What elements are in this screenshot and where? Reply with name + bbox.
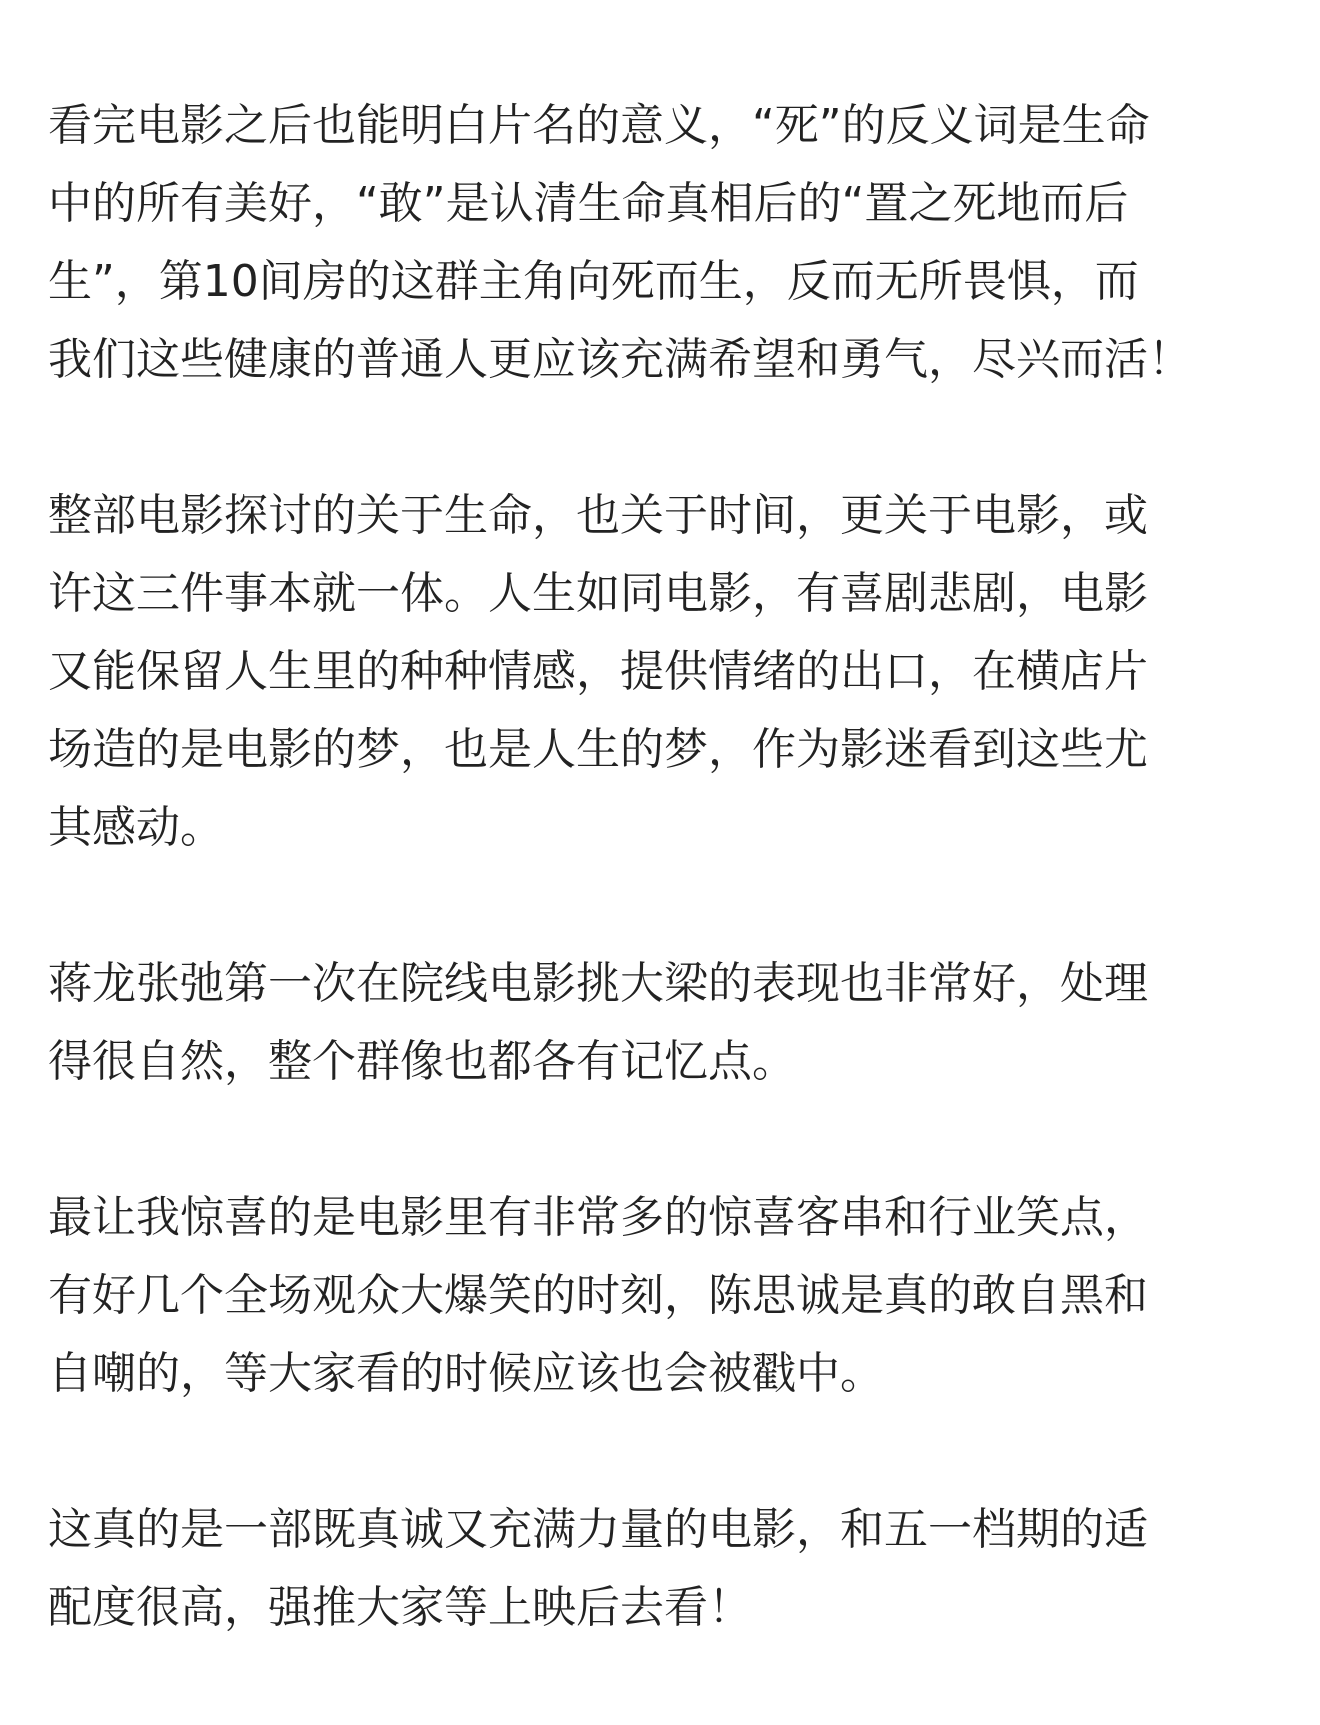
text-line: 生”，第10间房的这群主角向死而生，反而无所畏惧，而 [48, 256, 1139, 307]
text-line: 其感动。 [48, 802, 224, 853]
text-line: 这真的是一部既真诚又充满力量的电影，和五一档期的适 [48, 1504, 1148, 1555]
text-line: 有好几个全场观众大爆笑的时刻，陈思诚是真的敢自黑和 [48, 1270, 1148, 1321]
text-line: 自嘲的，等大家看的时候应该也会被戳中。 [48, 1348, 884, 1399]
text-line: 我们这些健康的普通人更应该充满希望和勇气，尽兴而活！ [48, 334, 1192, 385]
text-line: 看完电影之后也能明白片名的意义，“死”的反义词是生命 [48, 100, 1150, 151]
text-line: 最让我惊喜的是电影里有非常多的惊喜客串和行业笑点， [48, 1192, 1148, 1243]
text-line: 中的所有美好，“敢”是认清生命真相后的“置之死地而后 [48, 178, 1129, 229]
paragraph-3 [48, 945, 1288, 1101]
paragraph-1 [48, 87, 1288, 399]
text-line: 又能保留人生里的种种情感，提供情绪的出口，在横店片 [48, 646, 1148, 697]
paragraph-5 [48, 1491, 1288, 1647]
paragraph-4 [48, 1179, 1288, 1413]
text-line: 场造的是电影的梦，也是人生的梦，作为影迷看到这些尤 [48, 724, 1148, 775]
text-line: 整部电影探讨的关于生命，也关于时间，更关于电影，或 [48, 490, 1148, 541]
text-line: 得很自然，整个群像也都各有记忆点。 [48, 1036, 796, 1087]
text-line: 配度很高，强推大家等上映后去看！ [48, 1582, 752, 1633]
text-line: 蒋龙张弛第一次在院线电影挑大梁的表现也非常好，处理 [48, 958, 1148, 1009]
text-line: 许这三件事本就一体。人生如同电影，有喜剧悲剧，电影 [48, 568, 1148, 619]
article-body [48, 87, 1288, 1725]
paragraph-2 [48, 477, 1288, 867]
